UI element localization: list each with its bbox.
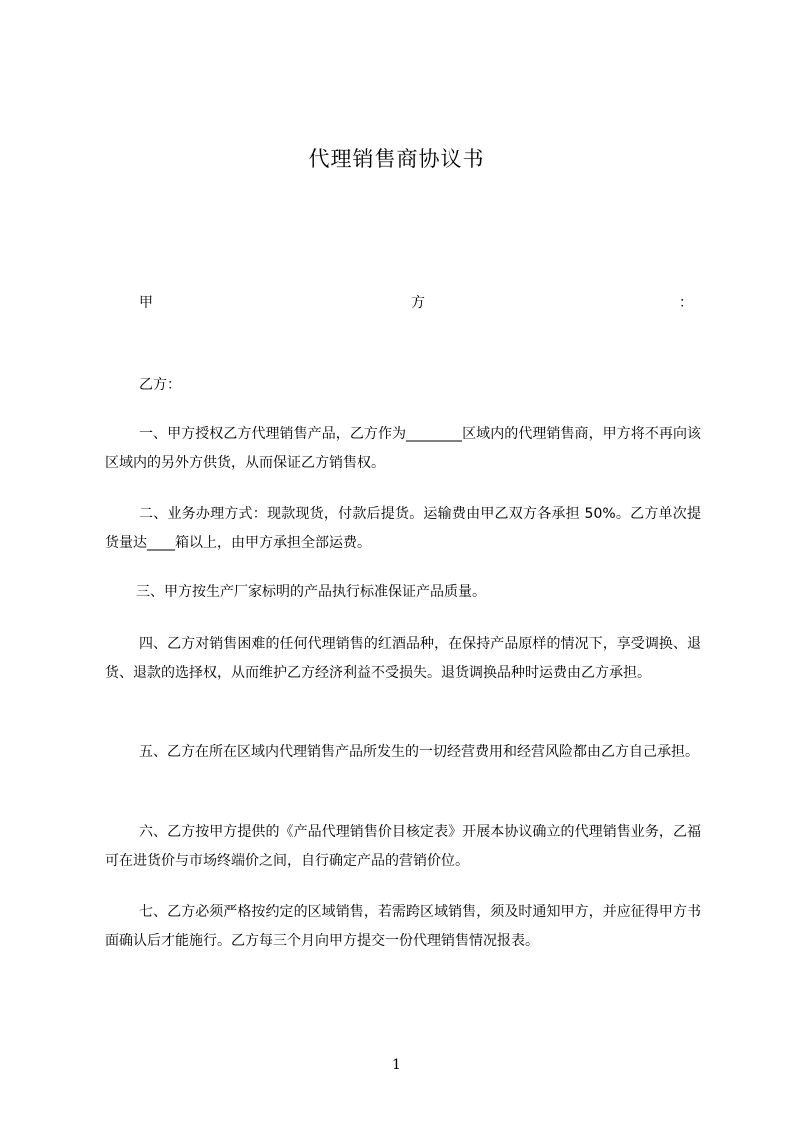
document-title: 代理销售商协议书 [308,147,485,171]
party-a-line [139,292,694,312]
page-number: 1 [392,1057,401,1073]
party-a-colon: ： [679,295,693,311]
clause-7: 七、乙方必须严格按约定的区域销售，若需跨区域销售，须及时通知甲方，并应征得甲方书面确认后才能施行。乙方每三个月向甲方提交一份代理销售情况报表。 [105,904,701,949]
party-a-char-1: 甲 [139,295,153,311]
clause-2: 二、业务办理方式：现款现货，付款后提货。运输费由甲乙双方各承担 50%。乙方单次提货量达____箱以上，由甲方承担全部运费。 [105,506,701,551]
clause-1: 一、甲方授权乙方代理销售产品，乙方作为________区域内的代理销售商，甲方将不再向该区域内的另外方供货，从而保证乙方销售权。 [105,426,701,471]
clause-6: 六、乙方按甲方提供的《产品代理销售价目核定表》开展本协议确立的代理销售业务，乙福可在进货价与市场终端价之间，自行确定产品的营销价位。 [105,824,701,869]
clause-3: 三、甲方按生产厂家标明的产品执行标准保证产品质量。 [136,584,486,600]
party-b-line: 乙方： [139,377,181,393]
clause-4: 四、乙方对销售困难的任何代理销售的红酒品种，在保持产品原样的情况下，享受调换、退货、退款的选择权，从而维护乙方经济利益不受损失。退货调换品种时运费由乙方承担。 [105,636,701,681]
party-a-char-2: 方 [411,295,425,311]
clause-5: 五、乙方在所在区域内代理销售产品所发生的一切经营费用和经营风险都由乙方自己承担。 [139,744,699,760]
